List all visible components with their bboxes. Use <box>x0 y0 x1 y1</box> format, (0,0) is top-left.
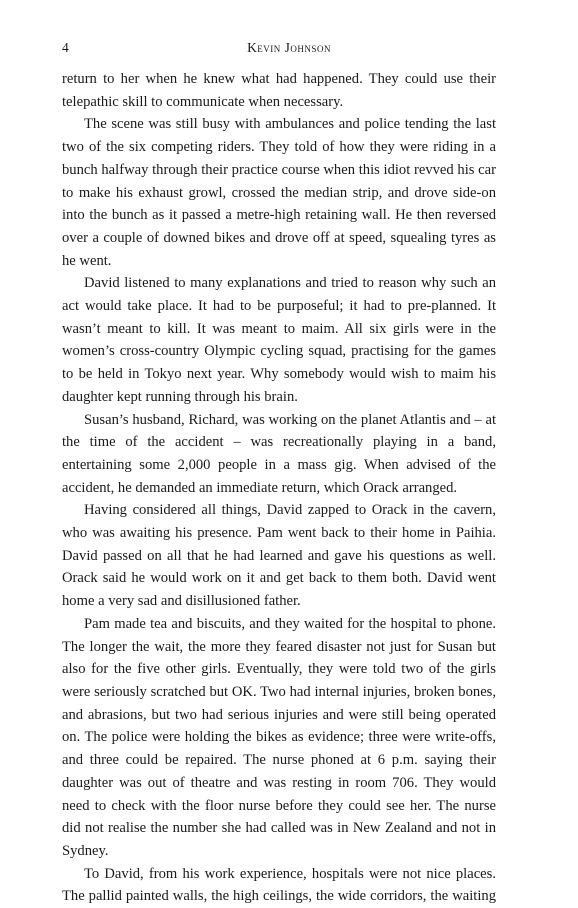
paragraph: return to her when he knew what had happened. They could use their telepathic skill to communicate when necessary. <box>62 71 496 110</box>
body-text <box>62 68 496 908</box>
paragraph: The scene was still busy with ambulances and police tending the last two of the six competing riders. They told of how they were riding in a bunch halfway through their practice course when this idiot revved his car to make his exhaust growl, crossed the median strip, and drove side-on into the bunch as it passed a metre-high retaining wall. He then reversed over a couple of downed bikes and drove off at speed, squealing tyres as he went. <box>62 116 496 269</box>
running-head-author: Kevin Johnson <box>247 40 331 55</box>
page-number: 4 <box>62 40 69 55</box>
page-header <box>62 40 516 60</box>
paragraph: David listened to many explanations and tried to reason why such an act would take place. It had to be purposeful; it had to pre-planned. It wasn’t meant to kill. It was meant to maim. All six girls were in the women’s cross-country Olympic cycling squad, practising for the games to be held in Tokyo next year. Why somebody would wish to maim his daughter kept running through his brain. <box>62 275 496 405</box>
paragraph: Pam made tea and biscuits, and they waited for the hospital to phone. The longer the wait, the more they feared disaster not just for Susan but also for the five other girls. Eventually, they were told two of the girls were seriously scratched but OK. Two had internal injuries, broken bones, and abrasions, but two had serious injuries and were still being operated on. The police were holding the bikes as evidence; three were write-offs, and three could be repaired. The nurse phoned at 6 p.m. saying their daughter was out of theatre and was resting in room 706. They would need to check with the floor nurse before they could see her. The nurse did not realise the number she had called was in New Zealand and not in Sydney. <box>62 615 496 859</box>
paragraph: Susan’s husband, Richard, was working on the planet Atlantis and – at the time of the accident – was recreationally playing in a band, entertaining some 2,000 people in a mass gig. When advised of the accident, he demanded an immediate return, which Orack arranged. <box>62 411 496 496</box>
paragraph: Having considered all things, David zapped to Orack in the cavern, who was awaiting his presence. Pam went back to their home in Paihia. David passed on all that he had learned and gave his questions as well. Orack said he would work on it and get back to them both. David went home a very sad and disillusioned father. <box>62 502 496 610</box>
paragraph: To David, from his work experience, hospitals were not nice places. The pallid painted walls, the high ceilings, the wide corridors, the waiting <box>62 865 496 905</box>
